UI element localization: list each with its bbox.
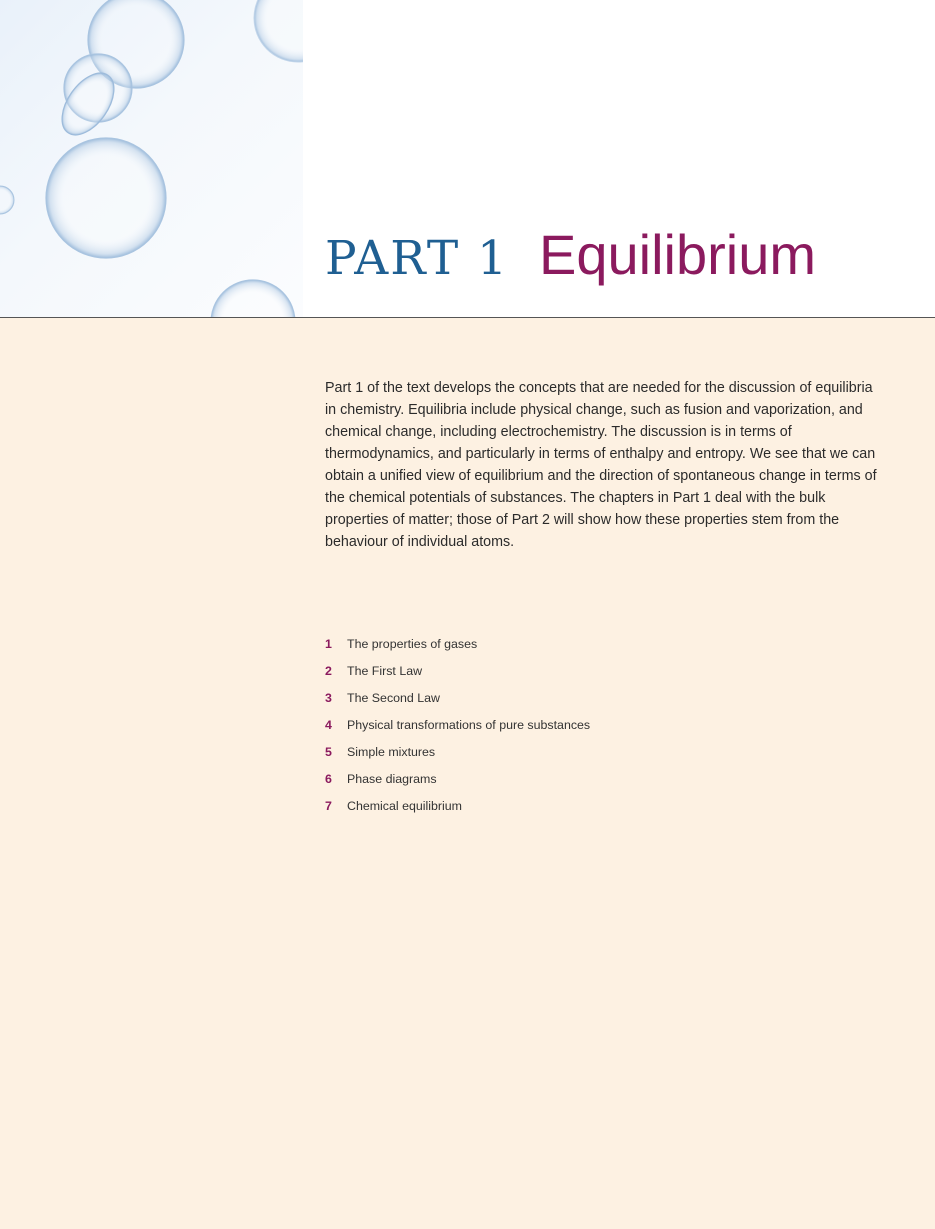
- chapter-number: 3: [325, 691, 332, 705]
- chapter-number: 6: [325, 772, 332, 786]
- bubbles-illustration: [0, 0, 303, 317]
- chapter-item[interactable]: [325, 688, 590, 715]
- part-header: [0, 0, 935, 318]
- bubbles-image: [0, 0, 303, 317]
- chapter-title: The Second Law: [347, 691, 440, 705]
- chapter-number: 2: [325, 664, 332, 678]
- chapter-item[interactable]: [325, 661, 590, 688]
- chapter-title: Physical transformations of pure substances: [347, 718, 591, 732]
- part-name: Equilibrium: [539, 223, 817, 286]
- chapter-item[interactable]: [325, 796, 590, 823]
- chapter-number: 5: [325, 745, 332, 759]
- chapter-item[interactable]: [325, 769, 590, 796]
- part-title: [325, 222, 816, 292]
- part-label: PART 1: [325, 231, 510, 286]
- chapter-number: 1: [325, 637, 332, 651]
- intro-paragraph: Part 1 of the text develops the concepts that are needed for the discussion of equilibria in chemistry. Equilibria include physical change, such as fusion and vaporization, and chemical change, including electrochemistry. The discussion is in terms of thermodynamics, and particularly in terms of enthalpy and entropy. We see that we can obtain a unified view of equilibrium and the direction of spontaneous change in terms of the chemical potentials of substances. The chapters in Part 1 deal with the bulk properties of matter; those of Part 2 will show how these properties stem from the behaviour of individual atoms.: [325, 380, 877, 550]
- chapter-item[interactable]: [325, 634, 590, 661]
- chapter-title: The properties of gases: [347, 637, 478, 651]
- chapter-title: Simple mixtures: [347, 745, 436, 759]
- chapter-number: 7: [325, 799, 332, 813]
- chapter-number: 4: [325, 718, 332, 732]
- chapter-item[interactable]: [325, 742, 590, 769]
- chapter-list: [325, 634, 590, 823]
- chapter-title: Chemical equilibrium: [347, 799, 463, 813]
- chapter-title: Phase diagrams: [347, 772, 437, 786]
- chapter-title: The First Law: [347, 664, 423, 678]
- chapter-item[interactable]: [325, 715, 590, 742]
